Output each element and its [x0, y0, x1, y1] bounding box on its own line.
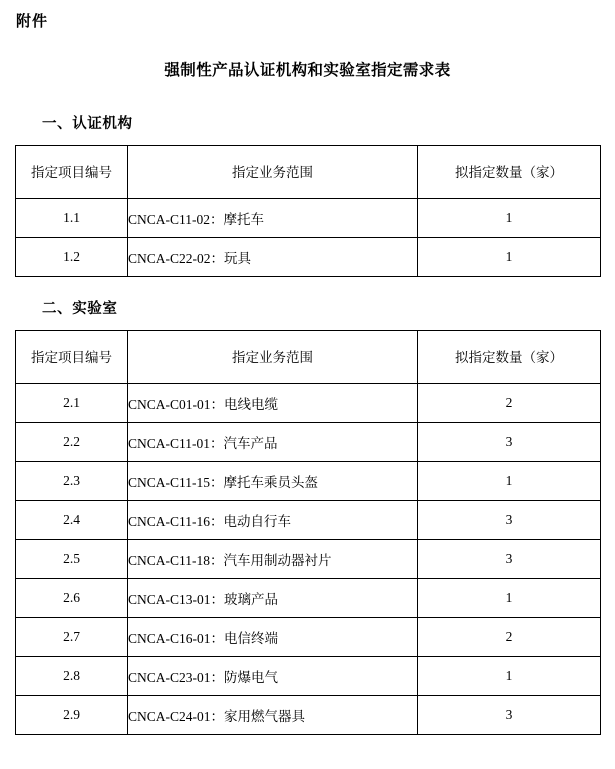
- table-header-row: [16, 146, 601, 199]
- cell-item-no: 2.5: [16, 540, 128, 579]
- cell-item-no: 2.2: [16, 423, 128, 462]
- table-row: [16, 579, 601, 618]
- cell-scope: CNCA-C23-01：防爆电气: [128, 657, 418, 696]
- laboratories-table: [15, 330, 601, 735]
- cell-scope: CNCA-C16-01：电信终端: [128, 618, 418, 657]
- cell-item-no: 2.4: [16, 501, 128, 540]
- page-title: 强制性产品认证机构和实验室指定需求表: [164, 62, 451, 79]
- table-row: [16, 696, 601, 735]
- cell-item-no: 2.3: [16, 462, 128, 501]
- column-header-quantity: 拟指定数量（家）: [418, 331, 601, 384]
- cell-item-no: 2.8: [16, 657, 128, 696]
- cell-scope: CNCA-C11-02：摩托车: [128, 199, 418, 238]
- certification-bodies-table: [15, 145, 601, 277]
- cell-item-no: 2.9: [16, 696, 128, 735]
- section-heading-laboratories: 二、实验室: [42, 301, 118, 317]
- cell-item-no: 2.1: [16, 384, 128, 423]
- table-row: [16, 384, 601, 423]
- table-row: [16, 657, 601, 696]
- cell-quantity: 3: [418, 423, 601, 462]
- cell-quantity: 1: [418, 199, 601, 238]
- cell-scope: CNCA-C01-01：电线电缆: [128, 384, 418, 423]
- cell-scope: CNCA-C11-01：汽车产品: [128, 423, 418, 462]
- cell-quantity: 1: [418, 579, 601, 618]
- attachment-label: 附件: [16, 13, 49, 30]
- cell-scope: CNCA-C13-01：玻璃产品: [128, 579, 418, 618]
- table-row: [16, 238, 601, 277]
- column-header-quantity: 拟指定数量（家）: [418, 146, 601, 199]
- cell-item-no: 1.2: [16, 238, 128, 277]
- cell-quantity: 1: [418, 462, 601, 501]
- cell-scope: CNCA-C22-02：玩具: [128, 238, 418, 277]
- cell-item-no: 2.6: [16, 579, 128, 618]
- cell-quantity: 2: [418, 384, 601, 423]
- cell-item-no: 2.7: [16, 618, 128, 657]
- cell-quantity: 3: [418, 696, 601, 735]
- table-row: [16, 618, 601, 657]
- cell-scope: CNCA-C11-15：摩托车乘员头盔: [128, 462, 418, 501]
- table-row: [16, 501, 601, 540]
- cell-scope: CNCA-C11-18：汽车用制动器衬片: [128, 540, 418, 579]
- column-header-item-no: 指定项目编号: [16, 331, 128, 384]
- table-header-row: [16, 331, 601, 384]
- cell-quantity: 3: [418, 501, 601, 540]
- cell-item-no: 1.1: [16, 199, 128, 238]
- cell-quantity: 1: [418, 657, 601, 696]
- table-row: [16, 423, 601, 462]
- cell-scope: CNCA-C11-16：电动自行车: [128, 501, 418, 540]
- cell-quantity: 2: [418, 618, 601, 657]
- column-header-scope: 指定业务范围: [128, 331, 418, 384]
- table-row: [16, 462, 601, 501]
- table-row: [16, 199, 601, 238]
- section-heading-certification-bodies: 一、认证机构: [42, 116, 133, 132]
- column-header-scope: 指定业务范围: [128, 146, 418, 199]
- table-row: [16, 540, 601, 579]
- cell-scope: CNCA-C24-01：家用燃气器具: [128, 696, 418, 735]
- cell-quantity: 3: [418, 540, 601, 579]
- cell-quantity: 1: [418, 238, 601, 277]
- column-header-item-no: 指定项目编号: [16, 146, 128, 199]
